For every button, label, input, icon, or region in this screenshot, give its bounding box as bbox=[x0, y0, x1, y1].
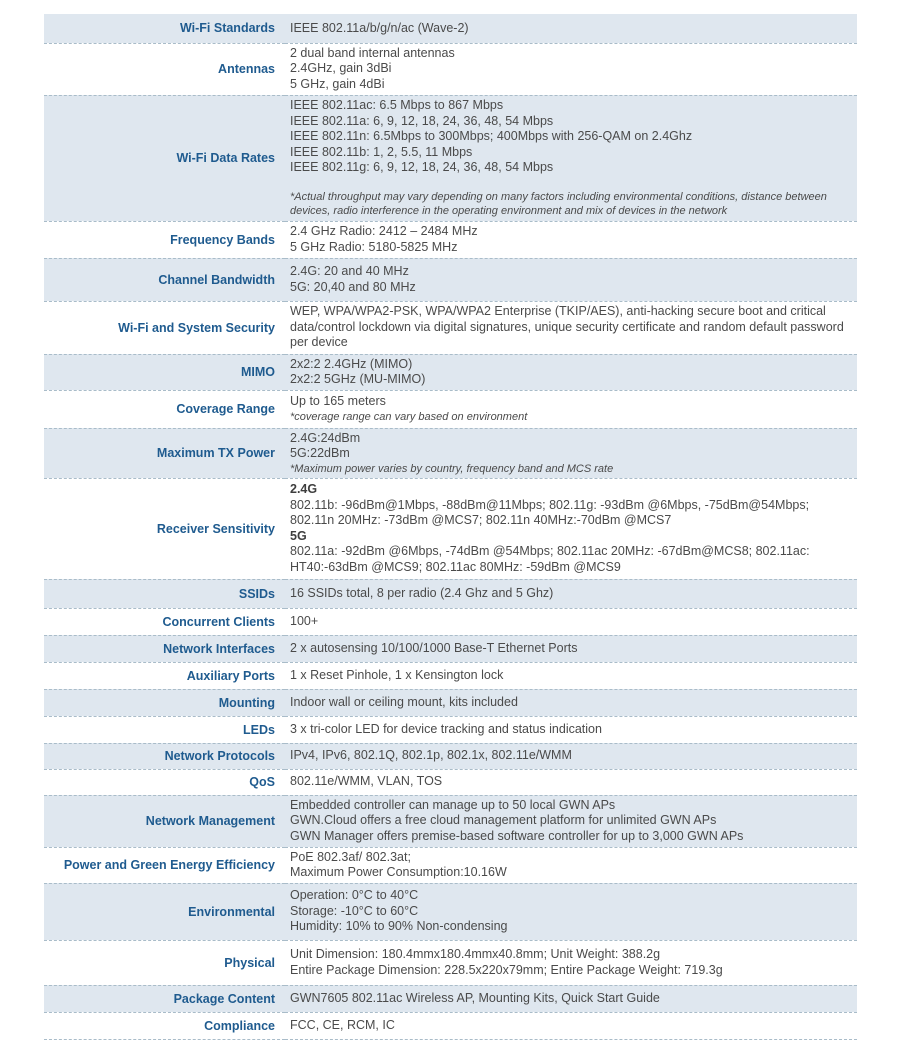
spec-value-line: FCC, CE, RCM, IC bbox=[290, 1017, 395, 1032]
spec-value bbox=[285, 662, 857, 689]
spec-label: SSIDs bbox=[44, 579, 285, 608]
spec-row bbox=[44, 716, 857, 743]
spec-value-line: IEEE 802.11a/b/g/n/ac (Wave-2) bbox=[290, 20, 469, 35]
spec-value bbox=[285, 1012, 857, 1039]
spec-row bbox=[44, 579, 857, 608]
spec-label: Coverage Range bbox=[44, 390, 285, 428]
spec-value-line: 100+ bbox=[290, 613, 319, 628]
spec-value-line: IEEE 802.11n: 6.5Mbps to 300Mbps; 400Mbps with 256-QAM on 2.4Ghz bbox=[290, 129, 693, 144]
spec-footnote: *Actual throughput may vary depending on many factors including environmental conditions, distance between devices, radio interference in the operating environment and mix of devices in the network bbox=[290, 190, 827, 217]
spec-label: Package Content bbox=[44, 985, 285, 1012]
spec-value-line: Entire Package Dimension: 228.5x220x79mm; Entire Package Weight: 719.3g bbox=[290, 962, 723, 977]
spec-value bbox=[285, 940, 857, 985]
spec-value bbox=[285, 478, 857, 579]
spec-row bbox=[44, 43, 857, 95]
spec-value bbox=[285, 14, 857, 43]
spec-row bbox=[44, 985, 857, 1012]
spec-value bbox=[285, 428, 857, 478]
spec-label: Auxiliary Ports bbox=[44, 662, 285, 689]
spec-row bbox=[44, 428, 857, 478]
spec-label: Channel Bandwidth bbox=[44, 258, 285, 301]
spec-value-line: 2.4G bbox=[290, 482, 318, 496]
spec-label: Network Management bbox=[44, 795, 285, 847]
spec-value-line: GWN.Cloud offers a free cloud management platform for unlimited GWN APs bbox=[290, 813, 717, 828]
spec-value bbox=[285, 608, 857, 635]
spec-footnote: *coverage range can vary based on environment bbox=[290, 410, 528, 423]
spec-label: Wi-Fi Standards bbox=[44, 14, 285, 43]
spec-row bbox=[44, 95, 857, 221]
spec-row bbox=[44, 743, 857, 769]
spec-value-line: 2 x autosensing 10/100/1000 Base-T Ethernet Ports bbox=[290, 640, 578, 655]
spec-row bbox=[44, 662, 857, 689]
spec-row bbox=[44, 221, 857, 258]
spec-value bbox=[285, 795, 857, 847]
spec-row bbox=[44, 301, 857, 354]
spec-row bbox=[44, 14, 857, 43]
spec-label: Physical bbox=[44, 940, 285, 985]
spec-value-line: 2.4G: 20 and 40 MHz bbox=[290, 264, 409, 278]
spec-value bbox=[285, 95, 857, 221]
spec-label: Environmental bbox=[44, 883, 285, 940]
spec-row bbox=[44, 940, 857, 985]
spec-value-line: WEP, WPA/WPA2-PSK, WPA/WPA2 Enterprise (TKIP/AES), anti-hacking secure boot and critical data/control lockdown via digital signatures, unique security certificate and random default password per device bbox=[290, 304, 844, 350]
spec-label: Wi-Fi and System Security bbox=[44, 301, 285, 354]
spec-label: Concurrent Clients bbox=[44, 608, 285, 635]
spec-spacer bbox=[290, 176, 851, 190]
spec-value-line: 802.11a: -92dBm @6Mbps, -74dBm @54Mbps; 802.11ac 20MHz: -67dBm@MCS8; 802.11ac: HT40:-63dBm @MCS9; 802.11ac 80MHz: -59dBm @MCS9 bbox=[290, 544, 810, 574]
spec-row bbox=[44, 769, 857, 795]
spec-value-line: 2x2:2 5GHz (MU-MIMO) bbox=[290, 372, 426, 386]
spec-value-line: 3 x tri-color LED for device tracking and status indication bbox=[290, 721, 602, 736]
spec-value-line: Embedded controller can manage up to 50 local GWN APs bbox=[290, 797, 616, 812]
spec-value-line: Unit Dimension: 180.4mmx180.4mmx40.8mm; Unit Weight: 388.2g bbox=[290, 947, 661, 961]
spec-table-body bbox=[44, 14, 857, 1039]
spec-label: Receiver Sensitivity bbox=[44, 478, 285, 579]
spec-value-line: Humidity: 10% to 90% Non-condensing bbox=[290, 919, 508, 934]
spec-label: Network Interfaces bbox=[44, 635, 285, 662]
spec-label: Compliance bbox=[44, 1012, 285, 1039]
spec-value-line: 2.4 GHz Radio: 2412 – 2484 MHz bbox=[290, 224, 478, 238]
spec-value-line: IEEE 802.11b: 1, 2, 5.5, 11 Mbps bbox=[290, 144, 473, 159]
spec-value-line: 2.4GHz, gain 3dBi bbox=[290, 61, 392, 76]
spec-row bbox=[44, 354, 857, 390]
spec-value bbox=[285, 883, 857, 940]
spec-value bbox=[285, 354, 857, 390]
spec-value bbox=[285, 258, 857, 301]
spec-value bbox=[285, 769, 857, 795]
spec-value bbox=[285, 985, 857, 1012]
spec-label: Antennas bbox=[44, 43, 285, 95]
spec-row bbox=[44, 608, 857, 635]
spec-value bbox=[285, 743, 857, 769]
spec-label: Mounting bbox=[44, 689, 285, 716]
spec-value-line: Storage: -10°C to 60°C bbox=[290, 903, 419, 918]
spec-value-line: IEEE 802.11a: 6, 9, 12, 18, 24, 36, 48, 54 Mbps bbox=[290, 113, 554, 128]
spec-label: Power and Green Energy Efficiency bbox=[44, 847, 285, 883]
spec-value-line: 2x2:2 2.4GHz (MIMO) bbox=[290, 356, 413, 371]
spec-value-line: GWN7605 802.11ac Wireless AP, Mounting Kits, Quick Start Guide bbox=[290, 990, 660, 1005]
spec-value bbox=[285, 579, 857, 608]
spec-value bbox=[285, 847, 857, 883]
spec-value-line: IEEE 802.11ac: 6.5 Mbps to 867 Mbps bbox=[290, 98, 504, 113]
spec-value-line: Up to 165 meters bbox=[290, 394, 386, 409]
spec-value-line: 5 GHz Radio: 5180-5825 MHz bbox=[290, 239, 458, 254]
spec-value bbox=[285, 43, 857, 95]
spec-label: Frequency Bands bbox=[44, 221, 285, 258]
spec-value-line: 16 SSIDs total, 8 per radio (2.4 Ghz and 5 Ghz) bbox=[290, 585, 554, 600]
spec-label: LEDs bbox=[44, 716, 285, 743]
spec-row bbox=[44, 635, 857, 662]
spec-row bbox=[44, 847, 857, 883]
spec-value bbox=[285, 689, 857, 716]
spec-value bbox=[285, 390, 857, 428]
spec-value-line: 802.11e/WMM, VLAN, TOS bbox=[290, 774, 443, 789]
spec-value-line: 2 dual band internal antennas bbox=[290, 45, 455, 60]
spec-label: Wi-Fi Data Rates bbox=[44, 95, 285, 221]
spec-value-line: PoE 802.3af/ 802.3at; bbox=[290, 849, 411, 864]
spec-row bbox=[44, 795, 857, 847]
spec-value-line: 5G bbox=[290, 528, 307, 543]
spec-row bbox=[44, 258, 857, 301]
spec-label: Maximum TX Power bbox=[44, 428, 285, 478]
spec-value-line: 1 x Reset Pinhole, 1 x Kensington lock bbox=[290, 667, 504, 682]
spec-label: Network Protocols bbox=[44, 743, 285, 769]
spec-row bbox=[44, 883, 857, 940]
spec-row bbox=[44, 390, 857, 428]
spec-value-line: 5 GHz, gain 4dBi bbox=[290, 76, 385, 91]
spec-label: MIMO bbox=[44, 354, 285, 390]
spec-value bbox=[285, 635, 857, 662]
spec-value-line: Indoor wall or ceiling mount, kits included bbox=[290, 694, 518, 709]
spec-row bbox=[44, 689, 857, 716]
spec-value-line: Maximum Power Consumption:10.16W bbox=[290, 865, 507, 879]
spec-value-line: Operation: 0°C to 40°C bbox=[290, 888, 419, 903]
spec-value-line: IEEE 802.11g: 6, 9, 12, 18, 24, 36, 48, 54 Mbps bbox=[290, 160, 554, 175]
spec-value bbox=[285, 716, 857, 743]
spec-value-line: 5G: 20,40 and 80 MHz bbox=[290, 279, 416, 294]
spec-value bbox=[285, 301, 857, 354]
spec-value-line: 802.11b: -96dBm@1Mbps, -88dBm@11Mbps; 802.11g: -93dBm @6Mbps, -75dBm@54Mbps; 802.11n 20MHz: -73dBm @MCS7; 802.11n 40MHz:-70dBm @MCS7 bbox=[290, 497, 810, 527]
spec-value-line: IPv4, IPv6, 802.1Q, 802.1p, 802.1x, 802.11e/WMM bbox=[290, 748, 572, 763]
spec-label: QoS bbox=[44, 769, 285, 795]
spec-value-line: GWN Manager offers premise-based software controller for up to 3,000 GWN APs bbox=[290, 828, 744, 843]
spec-value-line: 5G:22dBm bbox=[290, 446, 350, 460]
spec-value bbox=[285, 221, 857, 258]
spec-table bbox=[44, 14, 857, 1040]
spec-row bbox=[44, 1012, 857, 1039]
spec-value-line: 2.4G:24dBm bbox=[290, 430, 361, 445]
spec-row bbox=[44, 478, 857, 579]
spec-footnote: *Maximum power varies by country, frequency band and MCS rate bbox=[290, 462, 614, 475]
